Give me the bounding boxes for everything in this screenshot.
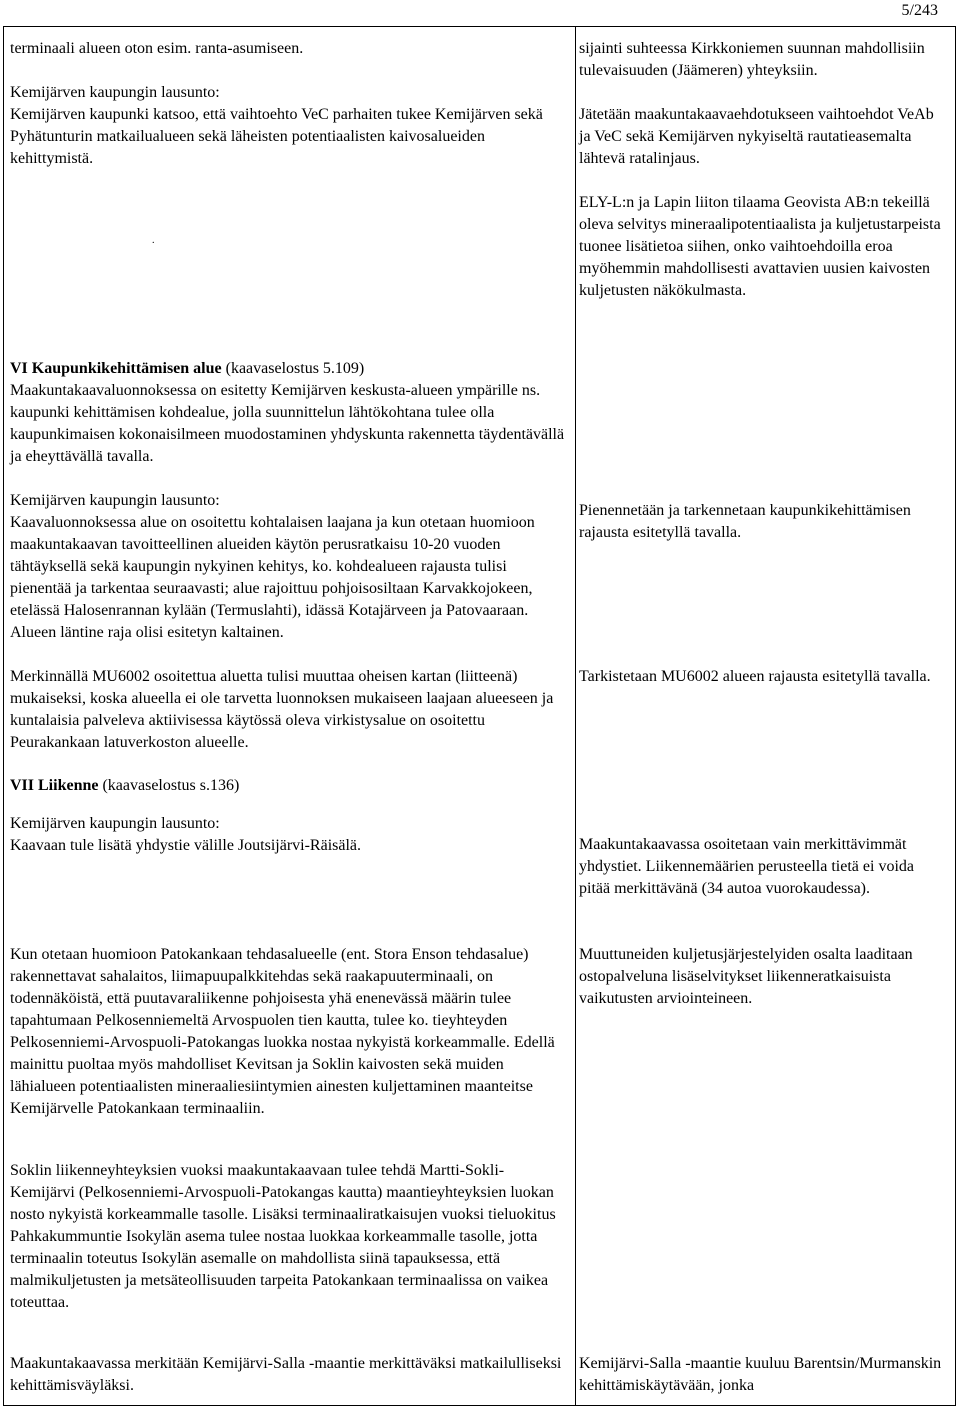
response-text: Tarkistetaan MU6002 alueen rajausta esitetyllä tavalla. — [579, 668, 931, 685]
mu-text: Merkinnällä MU6002 osoitettua aluetta tulisi muuttaa oheisen kartan (liitteenä) mukaiseksi, koska alueella ei ole tarvetta luonnoksen mukaiseen laajaan alueeseen ja kuntalaisia palveleva aktiivisessa käytössä oleva virkistysalue on osoitettu Peurakankaan latuverkoston alueelle. — [10, 668, 554, 751]
response-4 — [579, 500, 949, 544]
statement-text: Kaavaluonnoksessa alue on osoitettu kohtalaisen laajana ja kun otetaan huomioon maakuntakaavan tavoitteellinen alueiden käytön perusratkaisu 10-20 vuoden tähtäyksellä sekä kaupungin nykyinen kehitys, ko. kohdealueen rajausta tulisi pienentää ja tarkentaa seuraavasti; alue rajoittuu pohjoisosiltaan Karvakkojokeen, etelässä Halosenrannan kylään (Termuslahti), idässä Kotajärveen ja Patovaaraan. Alueen läntine raja olisi esitetyn kaltainen. — [10, 514, 535, 641]
section-vii-title-bold: VII Liikenne — [10, 777, 99, 794]
section-vi-text: Maakuntakaavaluonnoksessa on esitetty Kemijärven keskusta-alueen ympärille ns. kaupunki kehittämisen kohdealue, jolla suunnittelun lähtökohtana tulee olla kaupunkimaisen kokonaisilmeen muodostaminen yhdyskunta rakennetta täydentävällä ja eheyttävällä tavalla. — [10, 382, 565, 465]
response-text: ELY-L:n ja Lapin liiton tilaama Geovista AB:n tekeillä oleva selvitys mineraalipotentiaalista ja kuljetustarpeista tuonee lisätietoa siihen, onko vaihtoehdoilla eroa myöhemmin mahdollisesti avattavien uusien kaivosten kuljetusten näkökulmasta. — [579, 194, 941, 299]
section-vii-title-rest: (kaavaselostus s.136) — [98, 777, 240, 794]
section-vii-title — [10, 775, 567, 797]
response-text: Maakuntakaavassa osoitetaan vain merkittävimmät yhdystiet. Liikennemäärien perusteella tietä ei voida pitää merkittävänä (34 autoa vuorokaudessa). — [579, 836, 914, 897]
response-text: Jätetään maakuntakaavaehdotukseen vaihtoehdot VeAb ja VeC sekä Kemijärven nykyiseltä rautatieasemalta lähtevä ratalinjaus. — [579, 106, 934, 167]
patokangas-text: Kun otetaan huomioon Patokankaan tehdasalueelle (ent. Stora Enson tehdasalue) rakennettavat sahalaitos, liimapuupalkkitehdas sekä raakapuuterminaali, on todennäköistä, että puutavaraliikenne pohjoisesta yhä enenevässä määrin tulee tapahtumaan Pelkosenniemeltä Arvospuolen tien kautta, tulee ko. tieyhteyden Pelkosenniemi-Arvospuoli-Patokangas luokka nostaa nykyistä korkeammalle. Edellä mainittu puoltaa myös mahdolliset Kevitsan ja Soklin kaivosten sekä muiden lähialueen potentiaalisten mineraaliesiintymien ainesten kuljettaminen maanteitse Kemijärvelle Patokankaan terminaaliin. — [10, 946, 555, 1117]
response-text: Pienennetään ja tarkennetaan kaupunkikehittämisen rajausta esitetyllä tavalla. — [579, 502, 911, 541]
salla-block — [10, 1353, 567, 1397]
intro-line: terminaali alueen oton esim. ranta-asumiseen. — [10, 40, 304, 57]
road-text: Kaavaan tule lisätä yhdystie välille Joutsijärvi-Räisälä. — [10, 837, 362, 854]
section-vi-mu — [10, 666, 567, 754]
response-5 — [579, 666, 949, 688]
sokli-text: Soklin liikenneyhteyksien vuoksi maakuntakaavaan tulee tehdä Martti-Sokli-Kemijärvi (Pelkosenniemi-Arvospuoli-Patokangas kautta) maantieyhteyksien luokan nosto nykyistä korkeammalle tasolle. Lisäksi terminaaliratkaisujen vuoksi tieluokitus Pahkakummuntie Isokylän asema tulee nostaa luokkaa korkeammalle tasolle, jotta terminaalin toteutus Isokylän asemalle on mahdollista siinä tapauksessa, että malmikuljetusten ja metsäteollisuuden tarpeita Patokankaan terminaalissa on vaikea toteuttaa. — [10, 1162, 556, 1311]
section-vi-title — [10, 358, 567, 380]
response-text: Muuttuneiden kuljetusjärjestelyiden osalta laaditaan ostopalveluna lisäselvitykset liikenneratkaisuista vaikutusten arviointeineen. — [579, 946, 913, 1007]
response-7 — [579, 944, 949, 1010]
section-vi-title-bold: VI Kaupunkikehittämisen alue — [10, 360, 222, 377]
section-vii — [10, 775, 567, 857]
response-3 — [579, 192, 949, 302]
intro-block — [10, 38, 567, 170]
statement-heading: Kemijärven kaupungin lausunto: — [10, 492, 220, 509]
salla-text: Maakuntakaavassa merkitään Kemijärvi-Salla -maantie merkittäväksi matkailulliseksi kehittämisväyläksi. — [10, 1355, 562, 1394]
patokangas-block — [10, 944, 567, 1120]
column-divider — [575, 27, 576, 1405]
response-text: sijainti suhteessa Kirkkoniemen suunnan mahdollisiin tulevaisuuden (Jäämeren) yhteyksiin. — [579, 40, 925, 79]
page-number: 5/243 — [901, 2, 938, 19]
sokli-block — [10, 1160, 567, 1314]
section-vi-statement — [10, 490, 567, 644]
stray-dot: . — [152, 235, 155, 246]
document-table — [3, 26, 956, 1406]
response-1 — [579, 38, 949, 170]
response-6 — [579, 834, 949, 900]
statement-heading: Kemijärven kaupungin lausunto: — [10, 815, 220, 832]
response-8 — [579, 1353, 949, 1397]
statement-heading: Kemijärven kaupungin lausunto: — [10, 84, 220, 101]
section-vi-title-rest: (kaavaselostus 5.109) — [221, 360, 365, 377]
response-text: Kemijärvi-Salla -maantie kuuluu Barentsin/Murmanskin kehittämiskäytävään, jonka — [579, 1355, 942, 1394]
statement-text: Kemijärven kaupunki katsoo, että vaihtoehto VeC parhaiten tukee Kemijärven sekä Pyhätunturin matkailualueen sekä läheisten potentiaalisten kaivosalueiden kehittymistä. — [10, 106, 543, 167]
section-vi — [10, 358, 567, 468]
